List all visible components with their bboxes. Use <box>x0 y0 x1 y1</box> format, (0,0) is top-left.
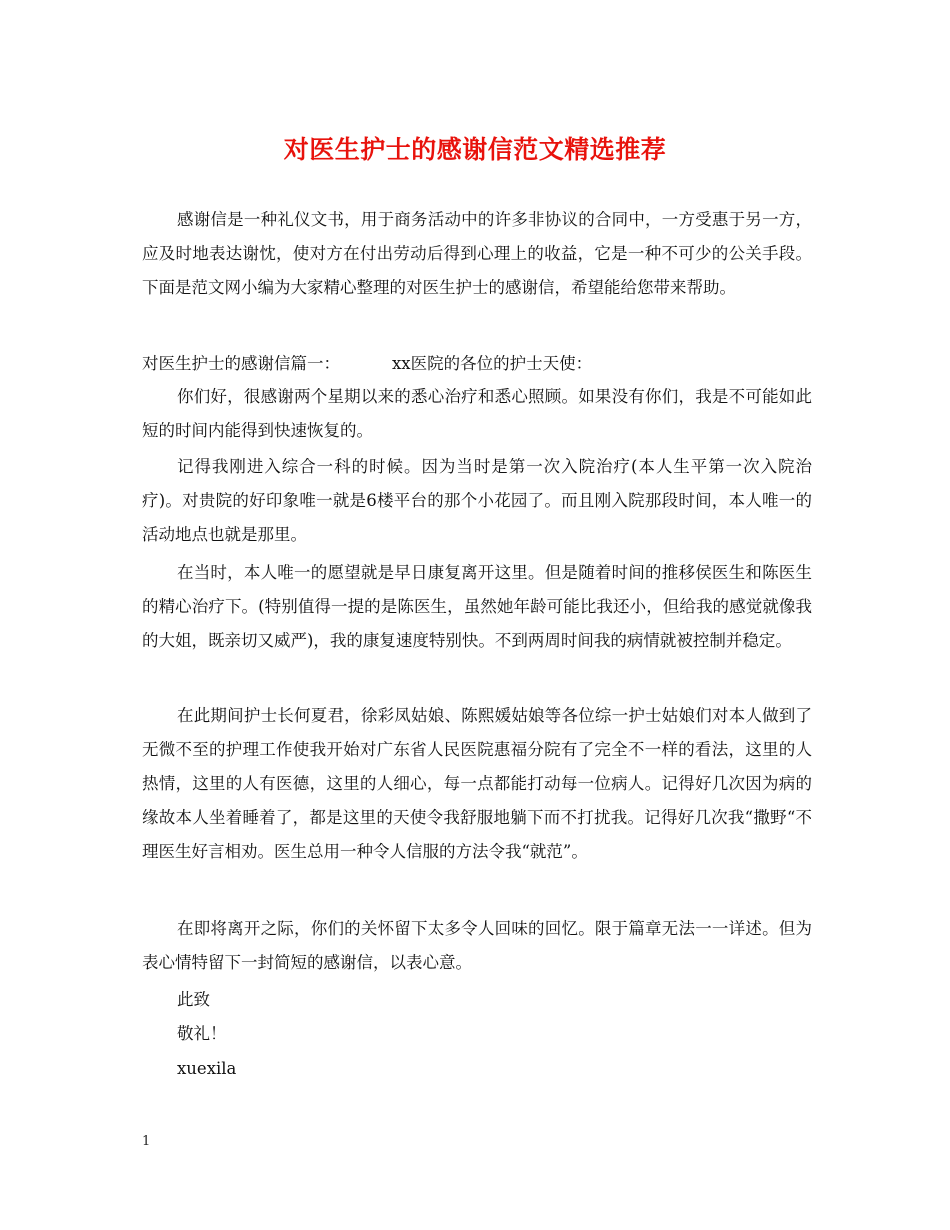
body-paragraph: 你们好，很感谢两个星期以来的悉心治疗和悉心照顾。如果没有你们，我是不可能如此短的时间内能得到快速恢复的。 <box>142 387 812 440</box>
page-number: 1 <box>142 1134 151 1149</box>
body-paragraph: 在即将离开之际，你们的关怀留下太多令人回味的回忆。限于篇章无法一一详述。但为表心情特留下一封简短的感谢信，以表心意。 <box>142 919 812 972</box>
document-title: 对医生护士的感谢信范文精选推荐 <box>283 135 667 164</box>
body-paragraph: 记得我刚进入综合一科的时候。因为当时是第一次入院治疗(本人生平第一次入院治疗)。对贵院的好印象唯一就是6楼平台的那个小花园了。而且刚入院那段时间，本人唯一的活动地点也就是那里。 <box>142 457 812 544</box>
body-paragraph: 在此期间护士长何夏君，徐彩凤姑娘、陈熙媛姑娘等各位综一护士姑娘们对本人做到了无微不至的护理工作使我开始对广东省人民医院惠福分院有了完全不一样的看法，这里的人热情，这里的人有医德，这里的人细心，每一点都能打动每一位病人。记得好几次因为病的缘故本人坐着睡着了，都是这里的天使令我舒服地躺下而不打扰我。记得好几次我“撒野“不理医生好言相劝。医生总用一种令人信服的方法令我“就范”。 <box>142 706 812 861</box>
intro-paragraph: 感谢信是一种礼仪文书，用于商务活动中的许多非协议的合同中，一方受惠于另一方，应及时地表达谢忱，使对方在付出劳动后得到心理上的收益，它是一种不可少的公关手段。下面是范文网小编为大家精心整理的对医生护士的感谢信，希望能给您带来帮助。 <box>142 210 812 297</box>
letter-heading-line <box>142 347 812 381</box>
letter-heading: 对医生护士的感谢信篇一： <box>142 354 340 373</box>
closing-salute: 敬礼！ <box>177 1024 227 1043</box>
salutation: xx医院的各位的护士天使： <box>392 354 593 373</box>
body-paragraph: 在当时，本人唯一的愿望就是早日康复离开这里。但是随着时间的推移侯医生和陈医生的精心治疗下。(特别值得一提的是陈医生，虽然她年龄可能比我还小，但给我的感觉就像我的大姐，既亲切又威严)，我的康复速度特别快。不到两周时间我的病情就被控制并稳定。 <box>142 563 812 650</box>
signature: xuexila <box>177 1059 237 1078</box>
closing-line: 此致 <box>177 990 210 1009</box>
